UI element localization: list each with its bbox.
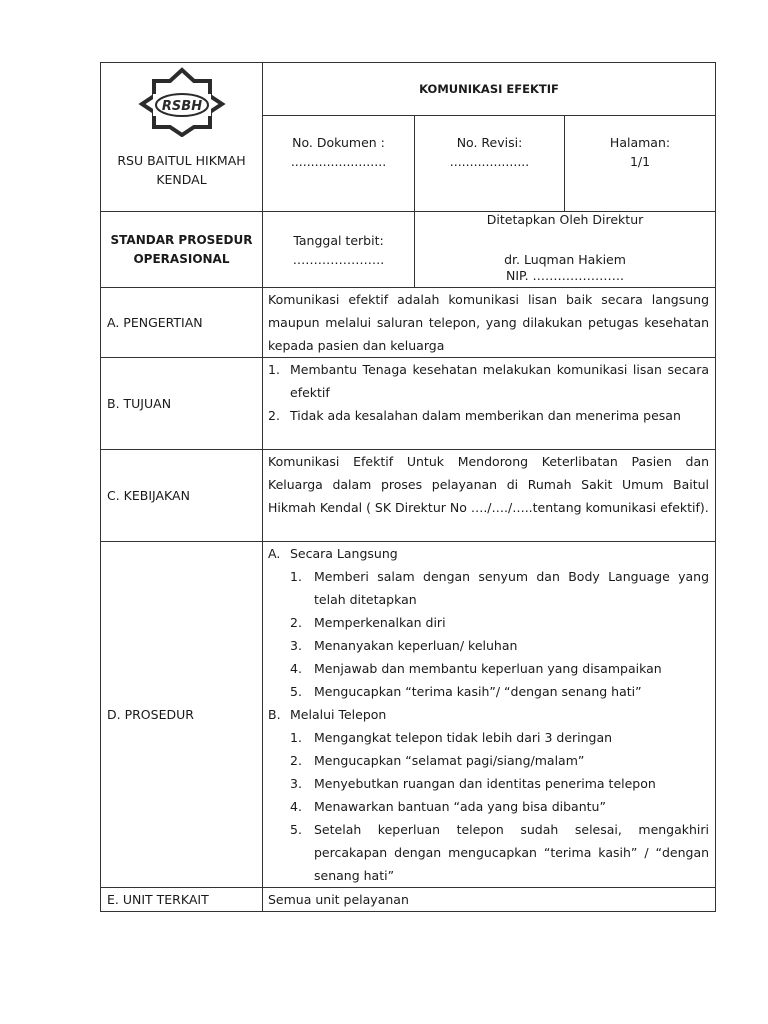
- halaman-cell: [565, 116, 716, 212]
- prosedur-content: [263, 542, 716, 888]
- subsection-marker: A.: [268, 546, 281, 561]
- unit-terkait-text: Semua unit pelayanan: [263, 888, 716, 912]
- hospital-name: [101, 151, 262, 189]
- no-revisi-value: ....................: [449, 154, 530, 169]
- item-text: Memperkenalkan diri: [314, 615, 446, 630]
- list-item: [268, 404, 709, 427]
- item-number: 5.: [290, 822, 302, 837]
- item-text: Menjawab dan membantu keperluan yang disampaikan: [314, 661, 662, 676]
- sop-line1: STANDAR PROSEDUR: [110, 232, 253, 247]
- item-text: Menyebutkan ruangan dan identitas penerima telepon: [314, 776, 656, 791]
- hospital-identity-cell: [101, 63, 263, 212]
- tanggal-terbit-value: ………………….: [292, 251, 385, 267]
- hospital-name-line2: KENDAL: [156, 172, 207, 187]
- halaman-label: Halaman:: [609, 135, 671, 150]
- item-text: Memberi salam dengan senyum dan Body Language yang telah ditetapkan: [314, 569, 710, 607]
- prosedur-subsection-a: [268, 542, 709, 565]
- ditetapkan-label: Ditetapkan Oleh Direktur: [486, 212, 644, 227]
- subsection-marker: B.: [268, 707, 281, 722]
- document-title: KOMUNIKASI EFEKTIF: [263, 63, 716, 116]
- item-text: Membantu Tenaga kesehatan melakukan komunikasi lisan secara efektif: [290, 362, 710, 400]
- no-dokumen-cell: [263, 116, 415, 212]
- list-item: [290, 611, 709, 634]
- director-cell: [415, 212, 716, 288]
- prosedur-a-list: [290, 565, 709, 703]
- list-item: [290, 795, 709, 818]
- pengertian-text: Komunikasi efektif adalah komunikasi lisan baik secara langsung maupun melalui saluran telepon, yang dilakukan petugas kesehatan kepada pasien dan keluarga: [263, 288, 716, 358]
- list-item: [290, 818, 709, 887]
- list-item: [290, 680, 709, 703]
- subsection-title: Melalui Telepon: [290, 707, 387, 722]
- list-item: [290, 634, 709, 657]
- list-item: [290, 749, 709, 772]
- item-number: 1.: [268, 362, 280, 377]
- prosedur-subsection-b: [268, 703, 709, 726]
- item-text: Tidak ada kesalahan dalam memberikan dan menerima pesan: [290, 408, 681, 423]
- tanggal-terbit-label: Tanggal terbit:: [293, 232, 384, 248]
- item-number: 1.: [290, 569, 302, 584]
- item-number: 4.: [290, 661, 302, 676]
- no-revisi-label: No. Revisi:: [456, 135, 523, 150]
- prosedur-label: D. PROSEDUR: [101, 542, 263, 888]
- item-number: 4.: [290, 799, 302, 814]
- no-dokumen-label: No. Dokumen :: [292, 135, 385, 150]
- unit-terkait-label: E. UNIT TERKAIT: [101, 888, 263, 912]
- item-number: 2.: [290, 753, 302, 768]
- list-item: [290, 657, 709, 680]
- item-text: Menanyakan keperluan/ keluhan: [314, 638, 518, 653]
- list-item: [290, 772, 709, 795]
- item-text: Mengangkat telepon tidak lebih dari 3 deringan: [314, 730, 613, 745]
- hospital-name-line1: RSU BAITUL HIKMAH: [117, 153, 246, 168]
- list-item: [268, 358, 709, 404]
- director-nip: NIP. ………………….: [505, 268, 625, 283]
- no-revisi-cell: [415, 116, 565, 212]
- kebijakan-label: C. KEBIJAKAN: [101, 450, 263, 542]
- item-number: 1.: [290, 730, 302, 745]
- sop-line2: OPERASIONAL: [133, 251, 230, 266]
- item-number: 5.: [290, 684, 302, 699]
- tujuan-content: [263, 358, 716, 450]
- list-item: [290, 726, 709, 749]
- director-name: dr. Luqman Hakiem: [504, 252, 626, 267]
- kebijakan-text: Komunikasi Efektif Untuk Mendorong Keterlibatan Pasien dan Keluarga dalam proses pelayanan di Rumah Sakit Umum Baitul Hikmah Kendal ( SK Direktur No …./…./…..tentang komunikasi efektif).: [263, 450, 716, 542]
- list-item: [290, 565, 709, 611]
- item-number: 2.: [268, 408, 280, 423]
- item-text: Menawarkan bantuan “ada yang bisa dibantu”: [314, 799, 606, 814]
- tanggal-terbit-cell: [263, 212, 415, 288]
- prosedur-b-list: [290, 726, 709, 887]
- item-text: Setelah keperluan telepon sudah selesai, mengakhiri percakapan dengan mengucapkan “terima kasih” / “dengan senang hati”: [314, 822, 710, 883]
- pengertian-label: A. PENGERTIAN: [101, 288, 263, 358]
- item-number: 2.: [290, 615, 302, 630]
- no-dokumen-value: ........................: [290, 154, 387, 169]
- tujuan-label: B. TUJUAN: [101, 358, 263, 450]
- halaman-value: 1/1: [629, 154, 651, 169]
- item-number: 3.: [290, 638, 302, 653]
- subsection-title: Secara Langsung: [290, 546, 398, 561]
- rsbh-logo: [127, 67, 237, 137]
- sop-document: [100, 62, 715, 912]
- item-number: 3.: [290, 776, 302, 791]
- item-text: Mengucapkan “terima kasih”/ “dengan senang hati”: [314, 684, 642, 699]
- sop-table: [100, 62, 716, 912]
- tujuan-list: [268, 358, 709, 427]
- sop-label-cell: [101, 212, 263, 288]
- logo-text: RSBH: [161, 99, 202, 114]
- item-text: Mengucapkan “selamat pagi/siang/malam”: [314, 753, 585, 768]
